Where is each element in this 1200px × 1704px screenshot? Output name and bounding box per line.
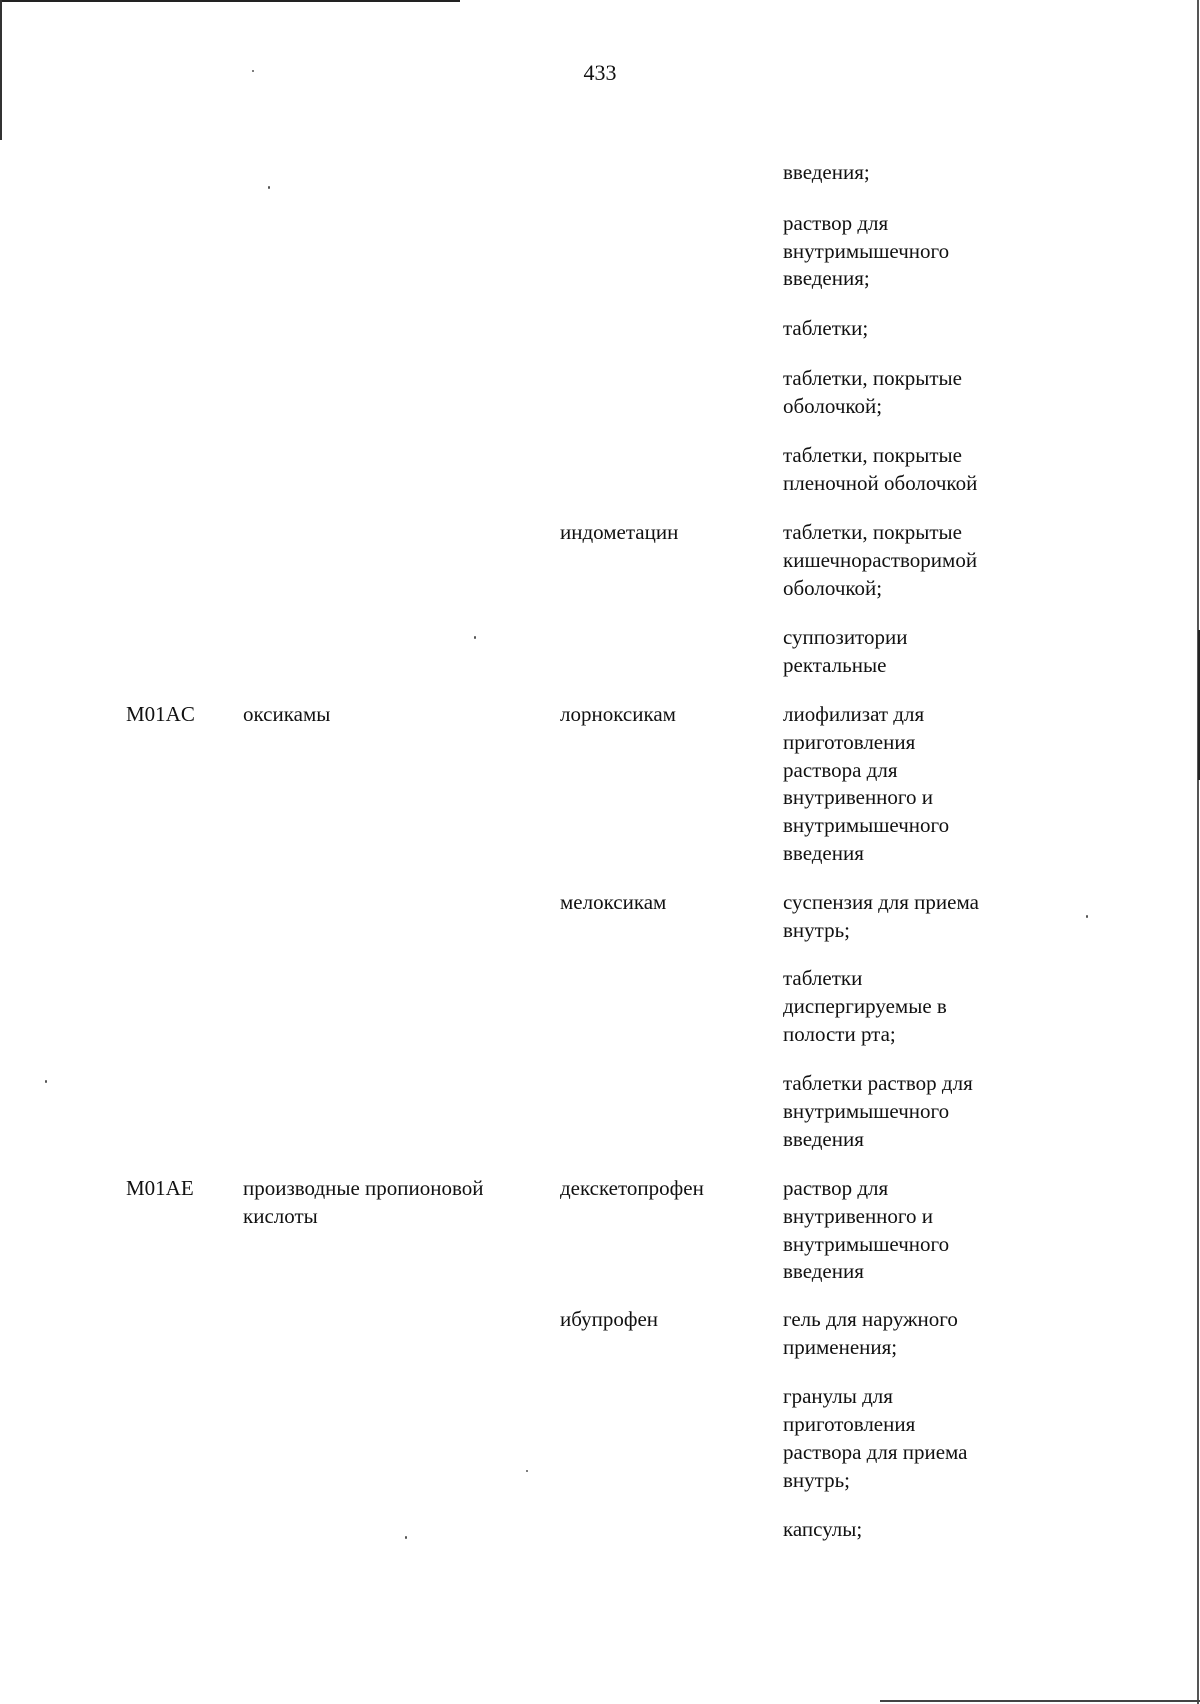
scan-speck: [1086, 915, 1088, 918]
drug-group: производные пропионовой: [243, 1176, 484, 1200]
dosage-form-line: таблетки, покрытые: [783, 366, 962, 390]
dosage-form-line: таблетки раствор для: [783, 1071, 973, 1095]
scan-speck: [45, 1080, 47, 1083]
dosage-form-line: раствор для: [783, 211, 889, 235]
dosage-form-line: введения: [783, 841, 864, 865]
dosage-form-line: гель для наружного: [783, 1307, 958, 1331]
drug-name: декскетопрофен: [560, 1176, 704, 1200]
dosage-form-line: суппозитории: [783, 625, 908, 649]
atc-code: M01AE: [126, 1176, 194, 1200]
dosage-form-line: введения;: [783, 266, 870, 290]
scan-speck: [268, 186, 270, 189]
dosage-form-line: применения;: [783, 1335, 898, 1359]
dosage-form-line: внутримышечного: [783, 239, 950, 263]
drug-name: мелоксикам: [560, 890, 667, 914]
dosage-form-line: внутримышечного: [783, 1232, 950, 1256]
dosage-form-line: внутривенного и: [783, 785, 933, 809]
dosage-form-line: внутримышечного: [783, 1099, 950, 1123]
dosage-form-line: раствора для приема: [783, 1440, 968, 1464]
page-number: 433: [583, 60, 617, 85]
dosage-form-line: диспергируемые в: [783, 994, 947, 1018]
dosage-form-line: таблетки: [783, 966, 863, 990]
dosage-form-line: полости рта;: [783, 1022, 896, 1046]
dosage-form-line: таблетки, покрытые: [783, 443, 962, 467]
dosage-form-line: гранулы для: [783, 1384, 893, 1408]
dosage-form-line: раствор для: [783, 1176, 889, 1200]
scan-edge-top: [0, 0, 460, 2]
scan-speck: [405, 1536, 407, 1539]
dosage-form-line: оболочкой;: [783, 394, 883, 418]
drug-group: кислоты: [243, 1204, 318, 1228]
dosage-form-line: внутрь;: [783, 918, 850, 942]
dosage-form-line: пленочной оболочкой: [783, 471, 978, 495]
scan-speck: [474, 636, 476, 639]
scan-edge-right: [1197, 0, 1199, 1704]
dosage-form-line: приготовления: [783, 1412, 916, 1436]
dosage-form-line: кишечнорастворимой: [783, 548, 978, 572]
drug-name: лорноксикам: [560, 702, 676, 726]
scan-speck: [526, 1470, 528, 1472]
dosage-form-line: капсулы;: [783, 1517, 863, 1541]
scan-speck: [252, 70, 254, 72]
dosage-form-line: таблетки;: [783, 316, 869, 340]
dosage-form-line: ректальные: [783, 653, 887, 677]
drug-name: ибупрофен: [560, 1307, 659, 1331]
drug-group: оксикамы: [243, 702, 331, 726]
drug-name: индометацин: [560, 520, 679, 544]
dosage-form-line: лиофилизат для: [783, 702, 925, 726]
dosage-form-line: суспензия для приема: [783, 890, 979, 914]
dosage-form-line: раствора для: [783, 758, 898, 782]
dosage-form-line: внутривенного и: [783, 1204, 933, 1228]
dosage-form-line: приготовления: [783, 730, 916, 754]
dosage-form-line: оболочкой;: [783, 576, 883, 600]
atc-code: M01AC: [126, 702, 195, 726]
dosage-form-line: введения: [783, 1127, 864, 1151]
dosage-form-line: введения: [783, 1259, 864, 1283]
dosage-form-line: таблетки, покрытые: [783, 520, 962, 544]
dosage-form-line: внутрь;: [783, 1468, 850, 1492]
scan-edge-bottom: [880, 1700, 1200, 1702]
dosage-form-line: введения;: [783, 160, 870, 184]
dosage-form-line: внутримышечного: [783, 813, 950, 837]
